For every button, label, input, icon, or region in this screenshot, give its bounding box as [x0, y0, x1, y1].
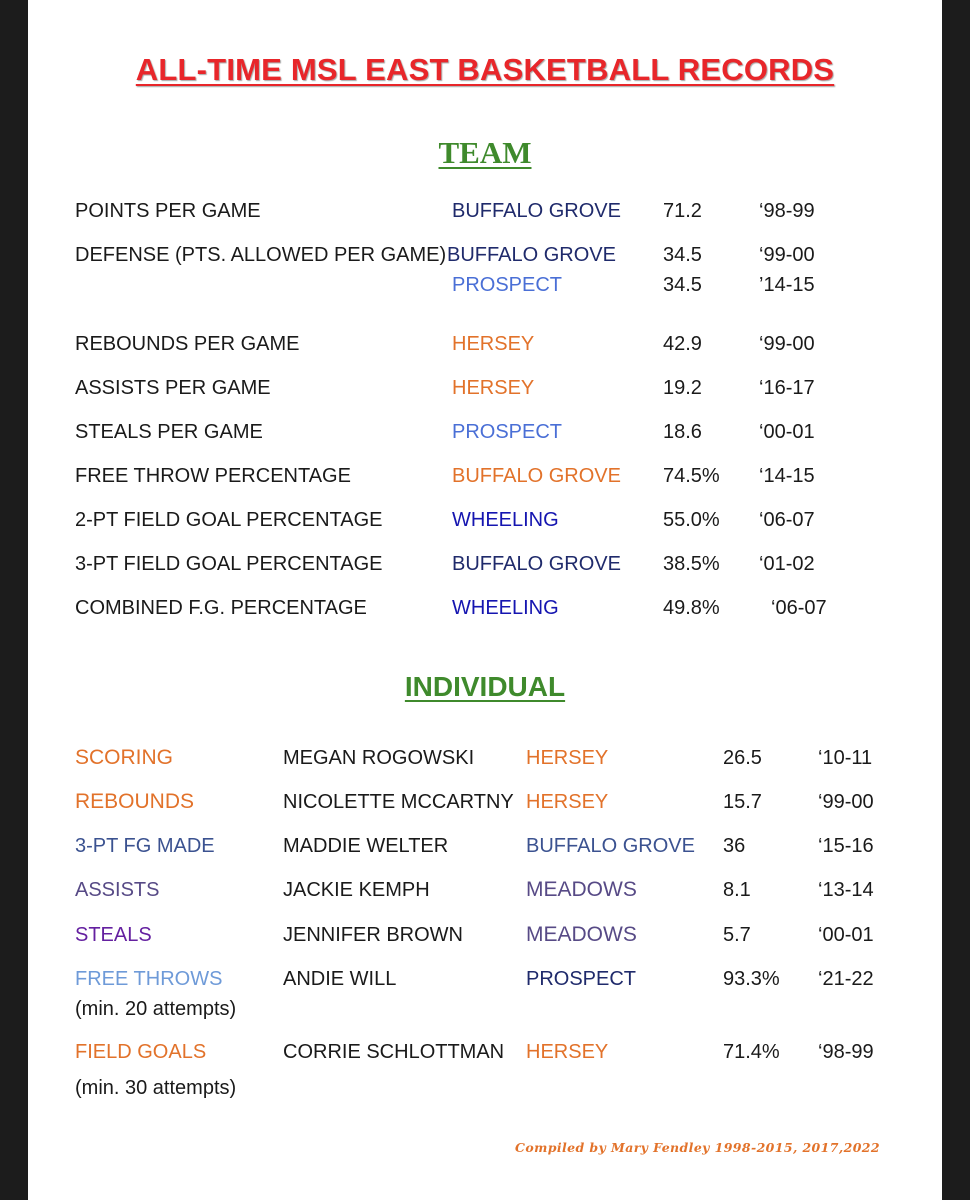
- team-value: 49.8%: [663, 597, 720, 619]
- individual-player: CORRIE SCHLOTTMAN: [283, 1041, 505, 1063]
- individual-category: FREE THROWS: [75, 968, 223, 990]
- team-category: 2-PT FIELD GOAL PERCENTAGE: [75, 509, 383, 531]
- team-season: ‘00-01: [759, 421, 815, 443]
- team-season: ‘99-00: [759, 333, 815, 355]
- individual-category: SCORING: [75, 746, 174, 769]
- individual-value: 26.5: [723, 747, 762, 769]
- individual-heading: INDIVIDUAL: [404, 671, 566, 702]
- team-category: POINTS PER GAME: [75, 200, 261, 222]
- individual-player: ANDIE WILL: [283, 968, 397, 990]
- individual-season: ‘98-99: [818, 1041, 874, 1063]
- individual-category: STEALS: [75, 924, 152, 946]
- team-season: ‘14-15: [759, 465, 815, 487]
- team-value: 34.5: [663, 274, 702, 296]
- individual-value: 8.1: [723, 879, 751, 901]
- individual-player: MEGAN ROGOWSKI: [283, 747, 475, 769]
- individual-season: ‘10-11: [818, 747, 873, 769]
- team-school: BUFFALO GROVE: [452, 200, 621, 222]
- individual-school: MEADOWS: [526, 923, 637, 946]
- team-category: 3-PT FIELD GOAL PERCENTAGE: [75, 553, 383, 575]
- individual-value: 15.7: [723, 791, 762, 813]
- team-school: BUFFALO GROVE: [452, 553, 621, 575]
- individual-season: ‘21-22: [818, 968, 874, 990]
- team-category: ASSISTS PER GAME: [75, 377, 271, 399]
- team-season: ‘99-00: [759, 244, 815, 266]
- team-value: 38.5%: [663, 553, 720, 575]
- team-category: COMBINED F.G. PERCENTAGE: [75, 597, 367, 619]
- team-school: WHEELING: [452, 509, 559, 531]
- team-season: ‘98-99: [759, 200, 815, 222]
- team-category: REBOUNDS PER GAME: [75, 333, 300, 355]
- individual-note: (min. 30 attempts): [75, 1077, 237, 1099]
- team-value: 71.2: [663, 200, 702, 222]
- team-school: BUFFALO GROVE: [452, 465, 621, 487]
- team-season: ’14-15: [759, 274, 815, 296]
- individual-season: ‘13-14: [818, 879, 874, 901]
- team-value: 55.0%: [663, 509, 720, 531]
- individual-value: 5.7: [723, 924, 751, 946]
- individual-school: MEADOWS: [526, 878, 637, 901]
- individual-school: HERSEY: [526, 747, 609, 769]
- individual-category: 3-PT FG MADE: [75, 835, 215, 857]
- individual-note: (min. 20 attempts): [75, 998, 237, 1020]
- individual-value: 93.3%: [723, 968, 780, 990]
- team-season: ‘06-07: [759, 509, 815, 531]
- team-school: PROSPECT: [452, 421, 563, 443]
- individual-category: ASSISTS: [75, 879, 160, 901]
- team-school: HERSEY: [452, 333, 535, 355]
- team-school: HERSEY: [452, 377, 535, 399]
- individual-category: FIELD GOALS: [75, 1041, 207, 1063]
- team-value: 34.5: [663, 244, 702, 266]
- team-season: ‘06-07: [771, 597, 827, 619]
- individual-school: PROSPECT: [526, 968, 637, 990]
- team-school: WHEELING: [452, 597, 559, 619]
- individual-player: NICOLETTE MCCARTNY: [283, 791, 514, 813]
- individual-season: ‘15-16: [818, 835, 874, 857]
- document-page: [28, 0, 942, 1200]
- team-category: DEFENSE (PTS. ALLOWED PER GAME): [75, 244, 447, 266]
- individual-season: ‘99-00: [818, 791, 874, 813]
- individual-player: MADDIE WELTER: [283, 835, 449, 857]
- individual-value: 36: [723, 835, 746, 857]
- team-value: 19.2: [663, 377, 702, 399]
- individual-school: HERSEY: [526, 791, 609, 813]
- team-heading: TEAM: [438, 135, 532, 170]
- team-season: ‘01-02: [759, 553, 815, 575]
- team-value: 74.5%: [663, 465, 720, 487]
- individual-player: JACKIE KEMPH: [283, 879, 430, 901]
- individual-player: JENNIFER BROWN: [283, 924, 463, 946]
- team-school: BUFFALO GROVE: [447, 244, 616, 266]
- team-category: FREE THROW PERCENTAGE: [75, 465, 351, 487]
- team-school: PROSPECT: [452, 274, 563, 296]
- team-category: STEALS PER GAME: [75, 421, 263, 443]
- individual-school: HERSEY: [526, 1041, 609, 1063]
- individual-value: 71.4%: [723, 1041, 780, 1063]
- individual-school: BUFFALO GROVE: [526, 835, 695, 857]
- compiled-by-credit: Compiled by Mary Fendley 1998-2015, 2017,2022: [515, 1140, 880, 1155]
- team-value: 18.6: [663, 421, 702, 443]
- team-value: 42.9: [663, 333, 702, 355]
- team-season: ‘16-17: [759, 377, 815, 399]
- individual-category: REBOUNDS: [75, 790, 195, 813]
- individual-season: ‘00-01: [818, 924, 874, 946]
- page-title: ALL-TIME MSL EAST BASKETBALL RECORDS: [135, 52, 835, 87]
